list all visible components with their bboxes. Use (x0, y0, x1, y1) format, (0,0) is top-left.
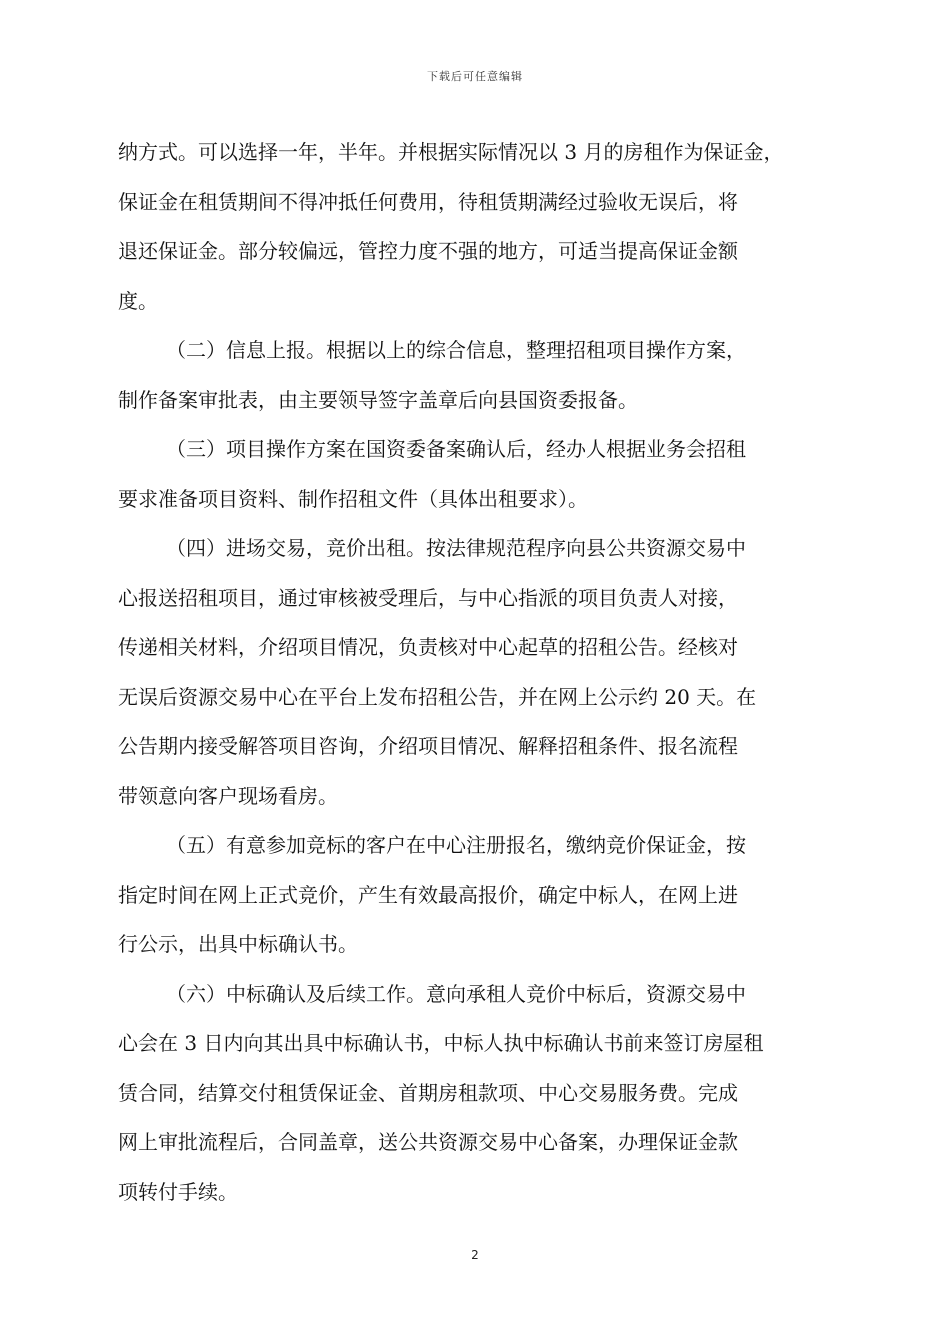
text-line: （四）进场交易，竞价出租。按法律规范程序向县公共资源交易中 (166, 536, 746, 560)
document-body (118, 128, 838, 1217)
text-line: 行公示，出具中标确认书。 (118, 932, 358, 956)
text-line: （三）项目操作方案在国资委备案确认后，经办人根据业务会招租 (166, 437, 746, 461)
text-line: 带领意向客户现场看房。 (118, 783, 338, 808)
text-line: 传递相关材料，介绍项目情况，负责核对中心起草的招租公告。经核对 (118, 635, 738, 659)
text-line: 心会在 3 日内向其出具中标确认书，中标人执中标确认书前来签订房屋租 (118, 1031, 764, 1055)
text-line: 退还保证金。部分较偏远，管控力度不强的地方，可适当提高保证金额 (118, 239, 738, 263)
text-line: 保证金在租赁期间不得冲抵任何费用，待租赁期满经过验收无误后，将 (118, 189, 738, 214)
paragraph-3 (118, 425, 838, 524)
text-line: 网上审批流程后，合同盖章，送公共资源交易中心备案，办理保证金款 (118, 1130, 738, 1154)
paragraph-6 (118, 970, 838, 1218)
text-line: 项转付手续。 (118, 1179, 238, 1204)
text-line: 纳方式。可以选择一年，半年。并根据实际情况以 3 月的房租作为保证金， (118, 140, 784, 164)
text-line: （六）中标确认及后续工作。意向承租人竞价中标后，资源交易中 (166, 981, 746, 1006)
text-line: 要求准备项目资料、制作招租文件（具体出租要求）。 (118, 486, 588, 511)
text-line: 心报送招租项目，通过审核被受理后，与中心指派的项目负责人对接， (118, 585, 738, 610)
paragraph-2 (118, 326, 838, 425)
text-line: 公告期内接受解答项目咨询，介绍项目情况、解释招租条件、报名流程 (118, 734, 738, 758)
page-number: 2 (471, 1248, 479, 1262)
text-line: 赁合同，结算交付租赁保证金、首期房租款项、中心交易服务费。完成 (118, 1080, 738, 1105)
text-line: 指定时间在网上正式竞价，产生有效最高报价，确定中标人，在网上进 (118, 882, 738, 907)
text-line: （五）有意参加竞标的客户在中心注册报名，缴纳竞价保证金，按 (166, 833, 746, 857)
paragraph-1 (118, 128, 838, 326)
page-header: 下载后可任意编辑 (427, 70, 523, 83)
paragraph-4 (118, 524, 838, 821)
text-line: 度。 (118, 288, 158, 313)
paragraph-5 (118, 821, 838, 970)
text-line: 制作备案审批表，由主要领导签字盖章后向县国资委报备。 (118, 387, 638, 412)
text-line: 无误后资源交易中心在平台上发布招租公告，并在网上公示约 20 天。在 (118, 684, 757, 709)
text-line: （二）信息上报。根据以上的综合信息，整理招租项目操作方案， (166, 338, 746, 362)
